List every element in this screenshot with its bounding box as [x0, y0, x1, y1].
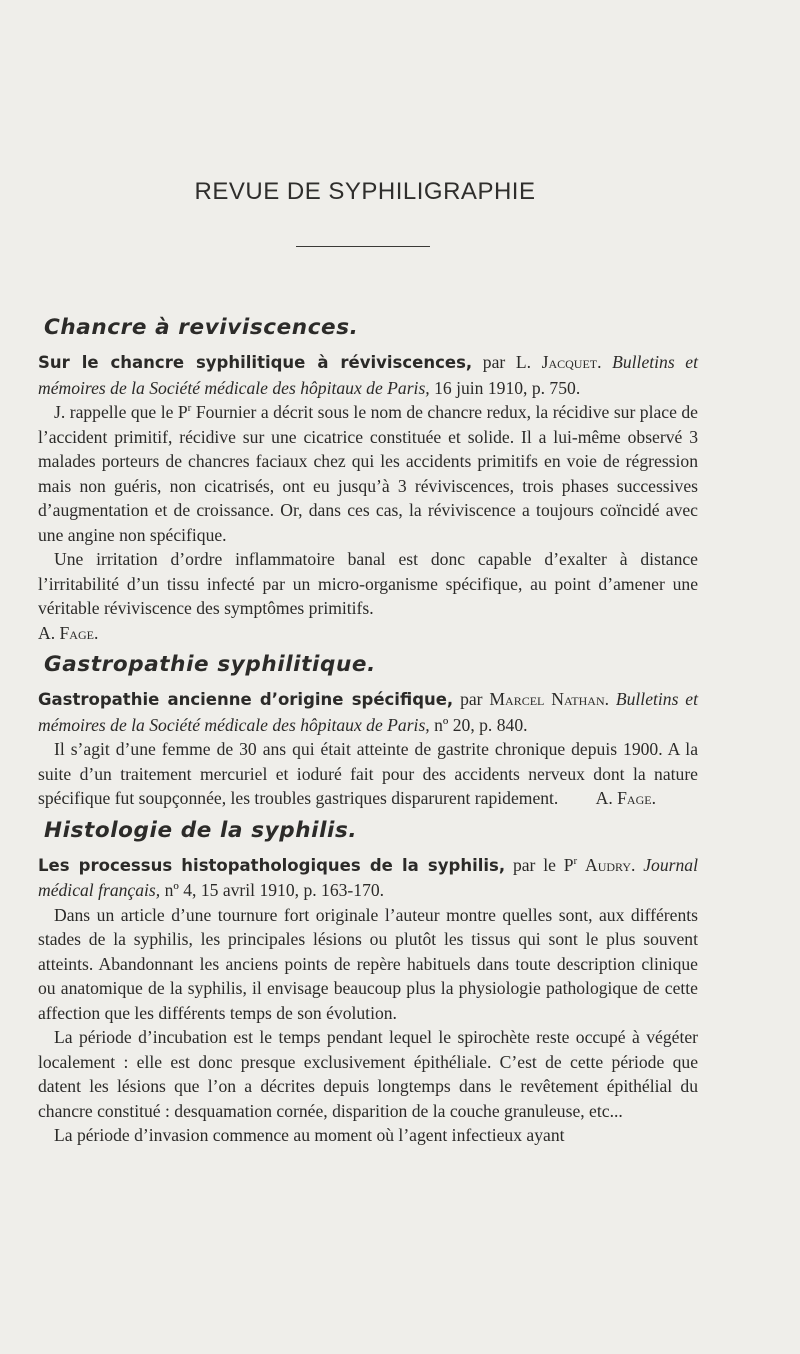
author-signature: A. Fage. [38, 622, 99, 643]
article-author: Audry. [584, 854, 636, 875]
article-journal: Bulletins et mémoires de la Société médicale des hôpitaux de Paris, [38, 689, 698, 735]
section-heading: Histologie de la syphilis. [44, 817, 358, 843]
paragraph: La période d’invasion commence au moment où l’agent infectieux ayant [54, 1125, 565, 1145]
article-by: par [460, 689, 483, 709]
article-by: par L. [482, 352, 531, 372]
paragraph: Dans un article d’une tournure fort originale l’auteur montre quelles sont, aux différents stades de la syphilis, les principales lésions ou plutôt les tissus qui sont le plus souvent atteints. Abandonnant les anciens points de repère habituels dans toute description clinique ou anatomique de la syphilis, il envisage beaucoup plus la physiologie pathologique de cette affection que les différents temps de son évolution. [38, 904, 698, 1023]
paragraph: Il s’agit d’une femme de 30 ans qui était atteinte de gastrite chronique depuis 1900. A la suite d’un traitement mercuriel et ioduré fait pour des accidents nerveux dont la nature spécifique fut soupçonnée, les troubles gastriques disparurent rapidement. A. Fage. [38, 737, 698, 811]
article-content [38, 308, 698, 1148]
article-by: par le $P^r$ [512, 854, 578, 875]
title-divider [296, 246, 430, 247]
article-journal: Journal médical français, [38, 854, 698, 900]
article-reference [38, 350, 698, 400]
article-author: Marcel Nathan. [489, 689, 610, 709]
paragraph: La période d’incubation est le temps pendant lequel le spirochète reste occupé à végéter localement : elle est donc presque exclusivement épithéliale. C’est de cette période que datent les lésions que l’on a décrites depuis longtemps dans le revêtement épithélial du chancre constitué : desquamation cornée, disparition de la couche granuleuse, etc... [38, 1027, 698, 1121]
article-title: Les processus histopathologiques de la syphilis, [38, 855, 506, 875]
author-signature: A. Fage. [595, 788, 656, 808]
article-title: Gastropathie ancienne d’origine spécifique, [38, 690, 454, 709]
section-heading: Gastropathie syphilitique. [44, 652, 376, 677]
article-ref: 16 juin 1910, p. 750. [434, 377, 581, 398]
article-journal: Bulletins et mémoires de la Société médicale des hôpitaux de Paris, [38, 352, 698, 398]
page-title: REVUE DE SYPHILIGRAPHIE [194, 178, 536, 205]
article-title: Sur le chancre syphilitique à réviviscences, [38, 353, 473, 372]
article-ref: nº 4, 15 avril 1910, p. 163-170. [164, 880, 385, 900]
article-author: Jacquet. [541, 352, 602, 372]
section-heading: Chancre à reviviscences. [44, 315, 359, 340]
article-reference [38, 687, 698, 737]
article-reference [38, 853, 698, 903]
article-ref: nº 20, p. 840. [434, 714, 528, 735]
paragraph: Une irritation d’ordre inflammatoire banal est donc capable d’exalter à distance l’irritabilité d’un tissu infecté par un micro-organisme spécifique, au point d’amener une véritable réviviscence des symptômes primitifs. [38, 549, 698, 618]
paragraph: J. rappelle que le $P^r$ Fournier a décrit sous le nom de chancre redux, la récidive sur place de l’accident primitif, récidive sur une cicatrice constituée et solide. Il a lui-même observé 3 malades porteurs de chancres faciaux chez qui les accidents primitifs en voie de régression mais non guéris, non cicatrisés, ont eu jusqu’à 3 réviviscences, trois phases successives d’augmentation et de croissance. Or, dans ces cas, la réviviscence a toujours coïncidé avec une angine non spécifique. [38, 402, 698, 545]
